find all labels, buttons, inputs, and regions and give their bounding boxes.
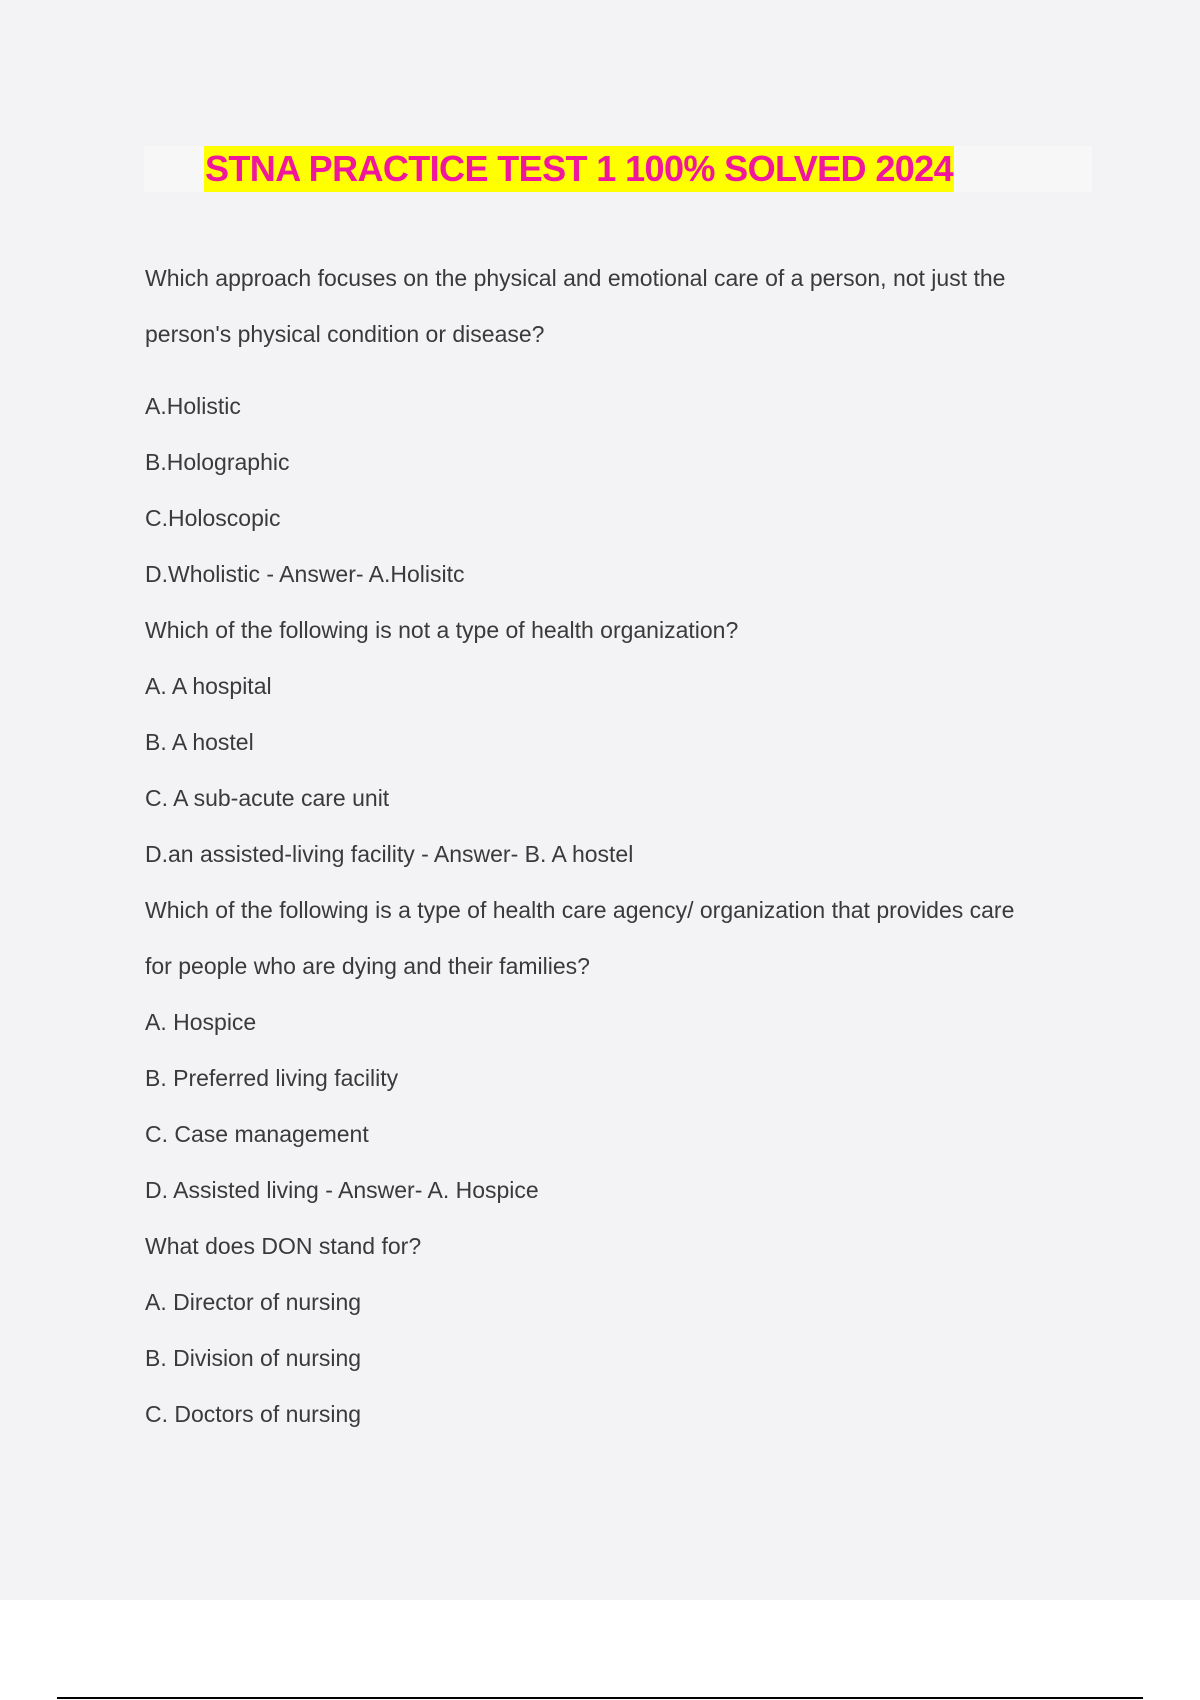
question-block-2 bbox=[145, 602, 1085, 882]
answer-option: A. Director of nursing bbox=[145, 1289, 362, 1315]
question-text: Which of the following is not a type of health organization? bbox=[145, 617, 739, 643]
question-text: person's physical condition or disease? bbox=[145, 321, 545, 347]
question-block-3 bbox=[145, 882, 1085, 1218]
question-text: for people who are dying and their families? bbox=[145, 953, 590, 979]
answer-option-with-answer: D.Wholistic - Answer- A.Holisitc bbox=[145, 561, 465, 587]
answer-option-with-answer: D. Assisted living - Answer- A. Hospice bbox=[145, 1177, 539, 1203]
answer-option: C. A sub-acute care unit bbox=[145, 785, 390, 811]
footer-divider bbox=[57, 1697, 1143, 1699]
answer-option: A. A hospital bbox=[145, 673, 272, 699]
answer-option: C.Holoscopic bbox=[145, 505, 281, 531]
answer-option: A. Hospice bbox=[145, 1009, 257, 1035]
answer-option-with-answer: D.an assisted-living facility - Answer- B. A hostel bbox=[145, 841, 634, 867]
answer-option: B.Holographic bbox=[145, 449, 290, 475]
answer-option: C. Doctors of nursing bbox=[145, 1401, 362, 1427]
answer-option: A.Holistic bbox=[145, 393, 241, 419]
question-text: Which of the following is a type of health care agency/ organization that provides care bbox=[145, 897, 1015, 923]
document-title: STNA PRACTICE TEST 1 100% SOLVED 2024 bbox=[204, 146, 954, 192]
question-text: What does DON stand for? bbox=[145, 1233, 422, 1259]
question-block-4 bbox=[145, 1218, 1085, 1442]
answer-option: B. Division of nursing bbox=[145, 1345, 362, 1371]
answer-option: B. Preferred living facility bbox=[145, 1065, 399, 1091]
answer-option: B. A hostel bbox=[145, 729, 254, 755]
answer-option: C. Case management bbox=[145, 1121, 369, 1147]
spacer bbox=[145, 362, 1085, 378]
question-block-1 bbox=[145, 250, 1085, 602]
question-text: Which approach focuses on the physical and emotional care of a person, not just the bbox=[145, 265, 1006, 291]
question-list bbox=[145, 250, 1085, 1442]
